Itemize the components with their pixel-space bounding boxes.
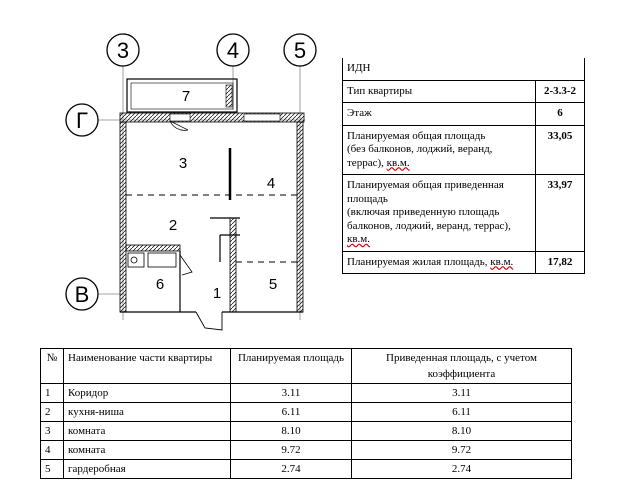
room-label-6: 6 [155, 276, 165, 293]
apartment-info-table [342, 58, 585, 274]
cell-number: 5 [41, 460, 64, 479]
label-line: площадь [347, 192, 388, 205]
rooms-table [40, 348, 572, 479]
table-row [41, 441, 572, 460]
cell-name: Коридор [64, 384, 231, 403]
info-label: Тип квартиры [343, 80, 536, 103]
room-label-1: 1 [212, 285, 222, 302]
info-header: ИДН [343, 58, 585, 80]
unit: кв.м. [386, 156, 410, 169]
floor-plan [0, 0, 330, 345]
axis-label-v: В [74, 282, 90, 307]
info-value: 2-3.3-2 [536, 80, 585, 103]
axis-markers [66, 34, 316, 310]
unit: кв.м. [347, 233, 370, 245]
cell-reduced: 9.72 [352, 441, 572, 460]
room-label-7: 7 [181, 88, 191, 105]
info-value: 6 [536, 103, 585, 126]
table-row [41, 384, 572, 403]
label-line: балконов, лоджий, веранд, террас), [347, 219, 511, 232]
info-row [343, 125, 585, 175]
cell-number: 1 [41, 384, 64, 403]
cell-name: кухня-ниша [64, 403, 231, 422]
rooms-header-row [41, 349, 572, 384]
room-label-3: 3 [178, 155, 188, 172]
table-row [41, 460, 572, 479]
info-value: 33,97 [536, 175, 585, 252]
cell-name: гардеробная [64, 460, 231, 479]
room-label-5: 5 [268, 276, 278, 293]
info-row [343, 103, 585, 126]
cell-reduced: 6.11 [352, 403, 572, 422]
info-value: 17,82 [536, 251, 585, 274]
cell-area: 2.74 [231, 460, 352, 479]
cell-number: 3 [41, 422, 64, 441]
unit: кв.м. [490, 255, 514, 268]
label-line: (без балконов, лоджий, веранд, [347, 143, 493, 155]
cell-reduced: 2.74 [352, 460, 572, 479]
col-header-number: № [41, 349, 64, 384]
cell-name: комната [64, 422, 231, 441]
axis-label-g: Г [76, 108, 88, 133]
label-line: Планируемая общая приведенная [347, 179, 504, 191]
cell-area: 6.11 [231, 403, 352, 422]
interior-lines [120, 121, 303, 330]
axis-label-5: 5 [293, 38, 307, 63]
cell-area: 3.11 [231, 384, 352, 403]
info-label: Этаж [343, 103, 536, 126]
cell-number: 2 [41, 403, 64, 422]
info-value: 33,05 [536, 125, 585, 175]
cell-reduced: 3.11 [352, 384, 572, 403]
info-row [343, 251, 585, 274]
info-label [343, 125, 536, 175]
axis-label-4: 4 [226, 38, 240, 63]
label-text: Планируемая жилая площадь, [347, 255, 491, 268]
info-label [343, 251, 536, 274]
col-header-name: Наименование части квартиры [64, 349, 231, 384]
cell-name: комната [64, 441, 231, 460]
label-line: террас), [347, 156, 387, 169]
axis-label-3: 3 [116, 38, 130, 63]
table-row [41, 422, 572, 441]
cell-number: 4 [41, 441, 64, 460]
info-label [343, 175, 536, 252]
room-label-2: 2 [168, 217, 178, 234]
table-row [41, 403, 572, 422]
cell-area: 8.10 [231, 422, 352, 441]
info-row [343, 80, 585, 103]
col-header-reduced: Приведенная площадь, с учетом коэффициента [352, 349, 572, 384]
cell-area: 9.72 [231, 441, 352, 460]
cell-reduced: 8.10 [352, 422, 572, 441]
col-header-area: Планируемая площадь [231, 349, 352, 384]
room-label-4: 4 [266, 175, 276, 192]
label-line: (включая приведенную площадь [347, 206, 500, 218]
label-line: Планируемая общая площадь [347, 129, 486, 142]
info-row [343, 175, 585, 252]
